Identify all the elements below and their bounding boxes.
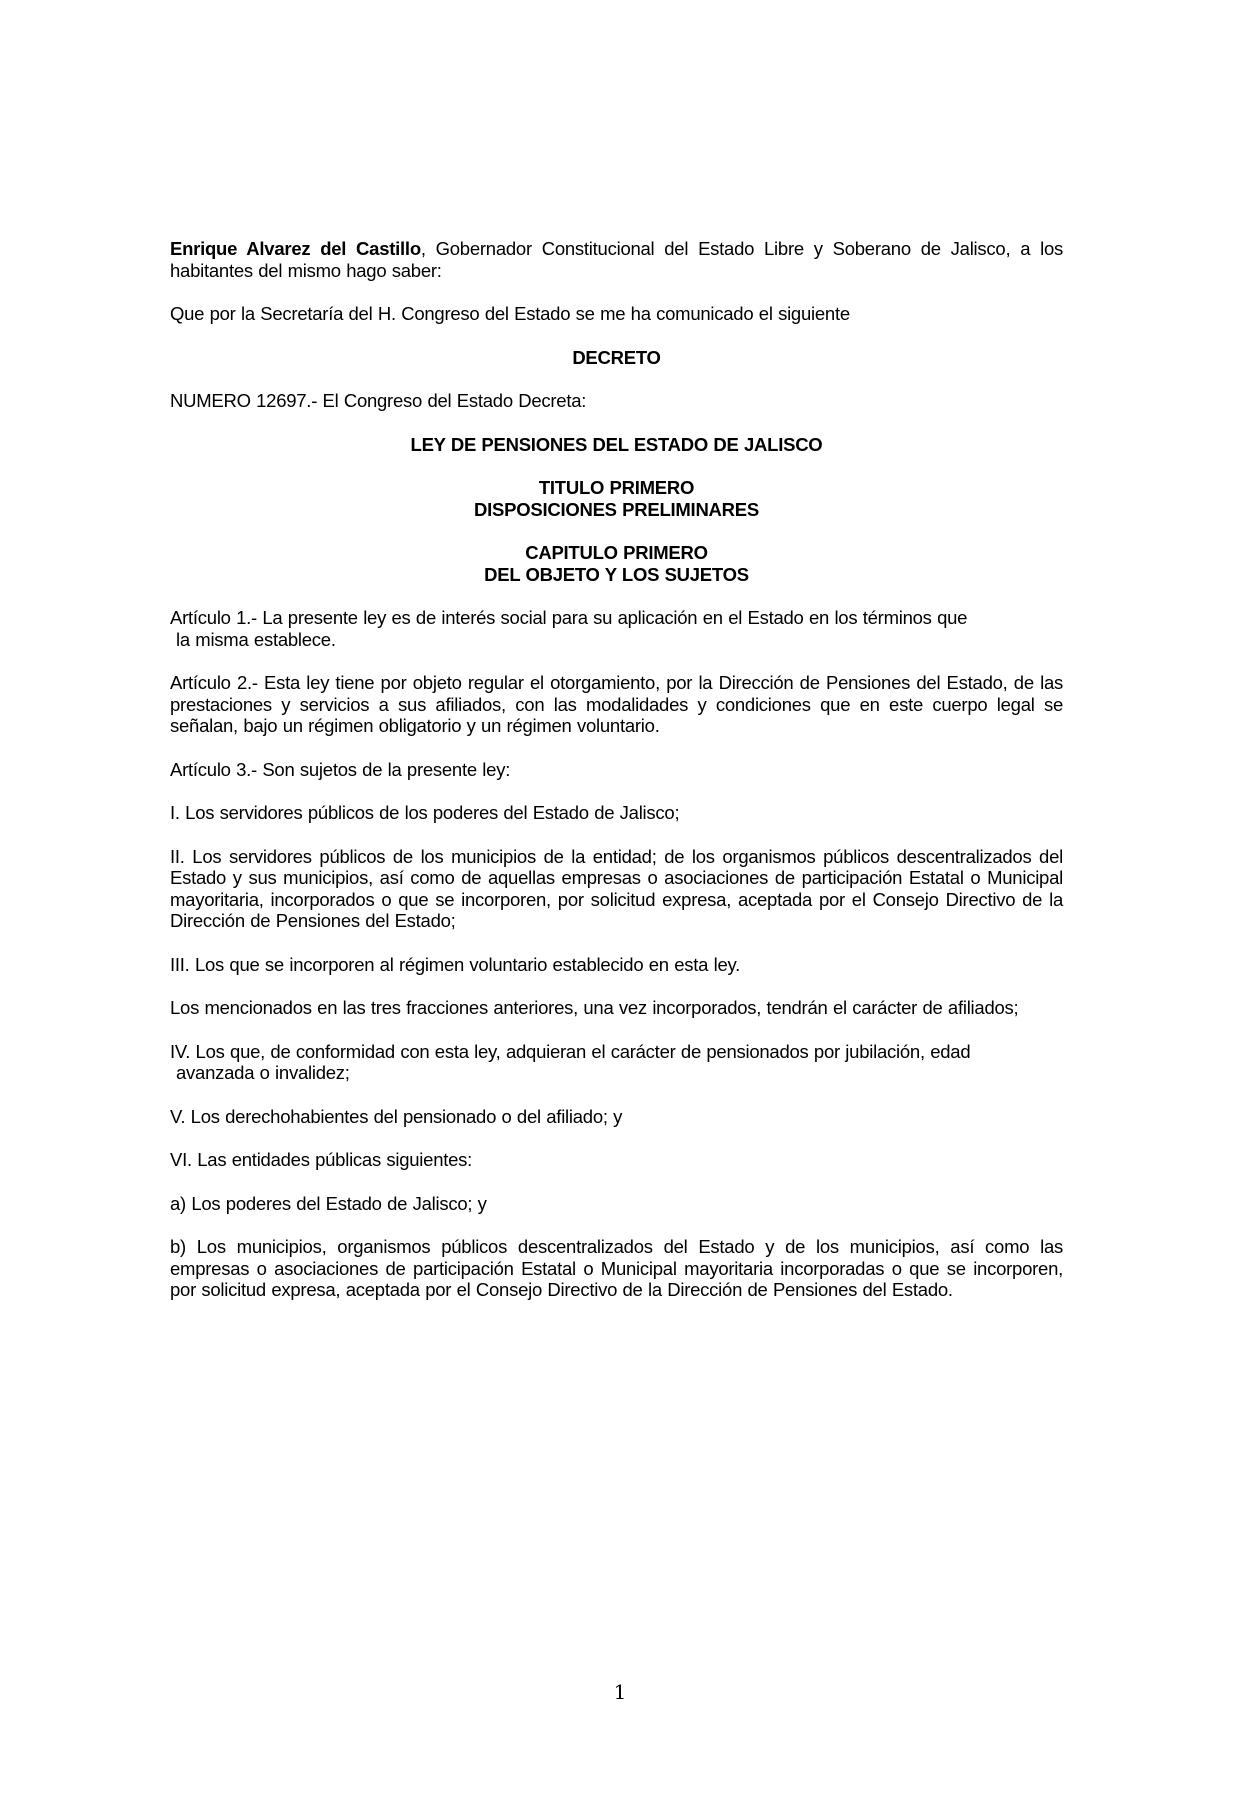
page-number: 1 [613,1680,627,1704]
fraction-5: V. Los derechohabientes del pensionado o del afiliado; y [170,1105,623,1127]
intro-paragraph [170,238,1063,281]
fraction-2: II. Los servidores públicos de los municipios de la entidad; de los organismos públicos descentralizados del Estado y sus municipios, así como de aquellas empresas o asociaciones de participación Estatal o Municipal mayoritaria, incorporados o que se incorporen, por solicitud expresa, aceptada por el Consejo Directivo de la Dirección de Pensiones del Estado; [170,845,1063,931]
article-1-line2: la misma establece. [176,628,336,650]
article-2: Artículo 2.- Esta ley tiene por objeto regular el otorgamiento, por la Dirección de Pensiones del Estado, de las prestaciones y servicios a sus afiliados, con las modalidades y condiciones que en este cuerpo legal se señalan, bajo un régimen obligatorio y un régimen voluntario. [170,672,1063,736]
law-title: LEY DE PENSIONES DEL ESTADO DE JALISCO [410,433,823,455]
fraction-3: III. Los que se incorporen al régimen voluntario establecido en esta ley. [170,953,740,975]
title-heading [170,477,1063,520]
article-1-line1: Artículo 1.- La presente ley es de interés social para su aplicación en el Estado en los términos que [170,607,968,628]
governor-name: Enrique Alvarez del Castillo [170,238,421,259]
document-page [170,238,1063,1323]
article-1 [170,607,1063,650]
fractions-summary: Los mencionados en las tres fracciones anteriores, una vez incorporados, tendrán el carácter de afiliados; [170,997,1019,1018]
decree-number: NUMERO 12697.- El Congreso del Estado Decreta: [170,390,587,411]
fraction-4 [170,1041,1063,1084]
fraction-6b: b) Los municipios, organismos públicos descentralizados del Estado y de los municipios, así como las empresas o asociaciones de participación Estatal o Municipal mayoritaria incorporadas o que se incorporen, por solicitud expresa, aceptada por el Consejo Directivo de la Dirección de Pensiones del Estado. [170,1236,1063,1300]
article-3: Artículo 3.- Son sujetos de la presente ley: [170,758,511,780]
chapter-heading [170,542,1063,585]
chapter-heading-line1: CAPITULO PRIMERO [525,542,708,563]
title-heading-line1: TITULO PRIMERO [538,477,695,498]
fraction-6a: a) Los poderes del Estado de Jalisco; y [170,1192,487,1214]
chapter-heading-line2: DEL OBJETO Y LOS SUJETOS [484,563,749,585]
intro-text: , Gobernador Constitucional del Estado Libre y Soberano de Jalisco, a los habitantes del mismo hago saber: [170,238,1063,281]
fraction-6: VI. Las entidades públicas siguientes: [170,1149,473,1170]
decree-heading: DECRETO [572,346,661,368]
communication-paragraph: Que por la Secretaría del H. Congreso del Estado se me ha comunicado el siguiente [170,303,850,324]
title-heading-line2: DISPOSICIONES PRELIMINARES [474,498,759,520]
fraction-4-line1: IV. Los que, de conformidad con esta ley, adquieran el carácter de pensionados por jubilación, edad [170,1040,971,1062]
fraction-4-line2: avanzada o invalidez; [176,1062,350,1083]
fraction-1: I. Los servidores públicos de los poderes del Estado de Jalisco; [170,802,680,823]
